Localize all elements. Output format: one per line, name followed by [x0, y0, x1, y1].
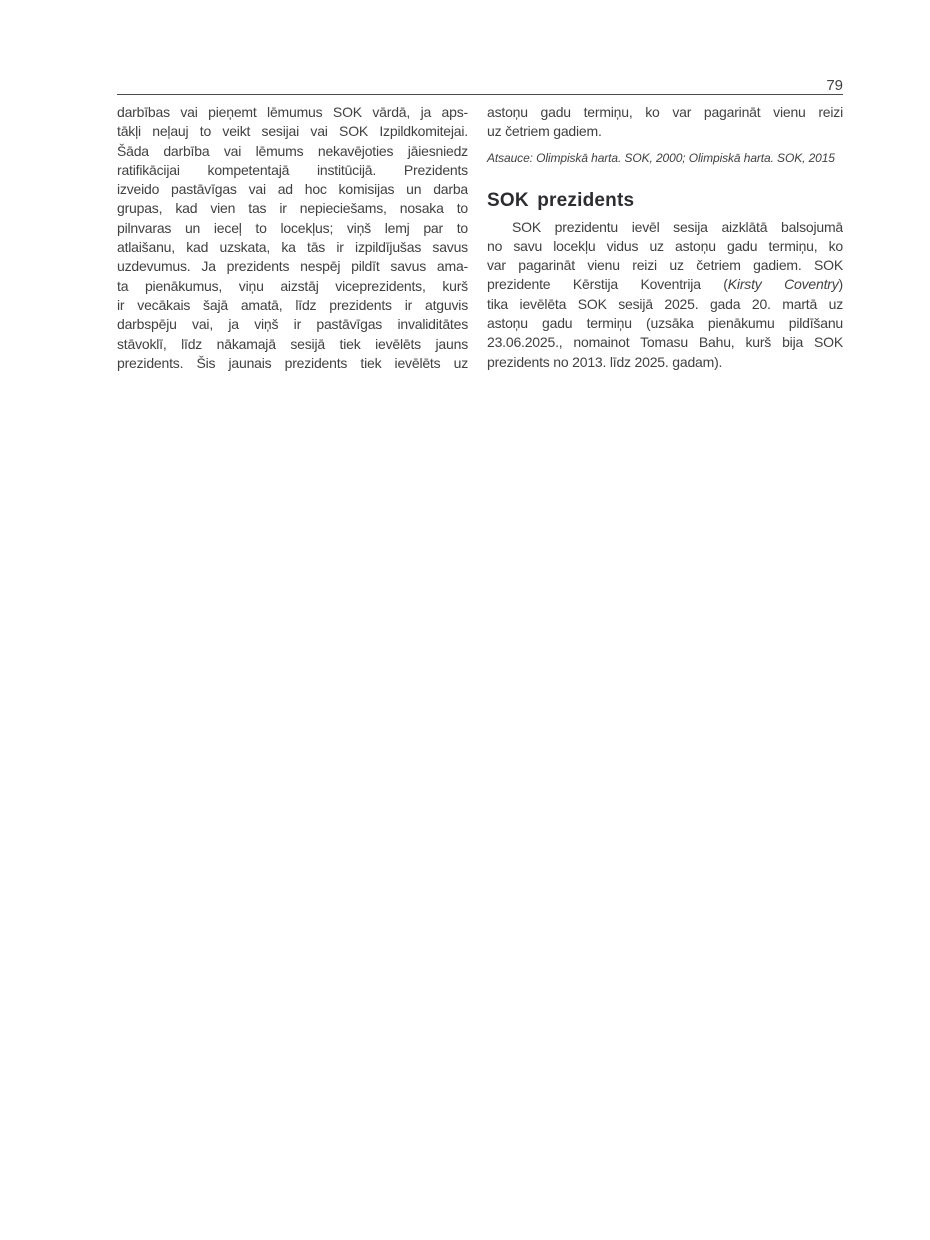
text-line: stāvoklī, līdz nākamajā sesijā tiek ievēlēts jauns [117, 335, 468, 352]
text-line: tika ievēlēta SOK sesijā 2025. gada 20. martā uz [487, 295, 843, 312]
text-line: pilnvaras un ieceļ to locekļus; viņš lemj par to [117, 219, 468, 236]
text-line: astoņu gadu termiņu (uzsāka pienākumu pildīšanu [487, 315, 843, 332]
paragraph [487, 218, 843, 372]
paragraph-continuation [487, 103, 843, 142]
source-citation: Atsauce: Olimpiskā harta. SOK, 2000; Olimpiskā harta. SOK, 2015 [487, 150, 835, 165]
text-line: no savu locekļu vidus uz astoņu gadu termiņu, ko [487, 237, 843, 254]
text-line: Šāda darbība vai lēmums nekavējoties jāiesniedz [117, 142, 468, 159]
text-line-mixed [487, 275, 843, 294]
text-line: astoņu gadu termiņu, ko var pagarināt vienu reizi [487, 104, 843, 120]
text-line: prezidents. Šis jaunais prezidents tiek ievēlēts uz [117, 354, 468, 371]
section-heading: SOK prezidents [487, 189, 635, 211]
page-number: 79 [826, 77, 843, 94]
text-segment-italic: Kirsty Coventry [727, 276, 839, 293]
text-line: tākļi neļauj to veikt sesijai vai SOK Izpildkomitejai. [117, 123, 468, 140]
text-line: atlaišanu, kad uzskata, ka tās ir izpildījušas savus [117, 239, 468, 256]
text-line: ir vecākais šajā amatā, līdz prezidents ir atguvis [117, 296, 468, 313]
text-line: 23.06.2025., nomainot Tomasu Bahu, kurš bija SOK [487, 334, 843, 351]
header-rule [117, 94, 843, 95]
text-line: var pagarināt vienu reizi uz četriem gadiem. SOK [487, 257, 843, 274]
text-line: darbības vai pieņemt lēmumus SOK vārdā, ja aps- [117, 104, 468, 120]
text-line: ratifikācijai kompetentajā institūcijā. Prezidents [117, 161, 468, 178]
left-column [117, 103, 468, 373]
text-line: grupas, kad vien tas ir nepieciešams, nosaka to [117, 200, 468, 217]
text-line: izveido pastāvīgas vai ad hoc komisijas un darba [117, 181, 468, 198]
text-line: prezidents no 2013. līdz 2025. gadam). [487, 353, 723, 370]
text-segment: prezidente Kērstija Koventrija ( [487, 276, 728, 293]
right-column [487, 103, 843, 372]
text-line: uzdevumus. Ja prezidents nespēj pildīt savus ama- [117, 258, 468, 275]
text-line: ta pienākumus, viņu aizstāj viceprezidents, kurš [117, 277, 468, 294]
text-line: SOK prezidentu ievēl sesija aizklātā balsojumā [512, 218, 843, 235]
text-line: uz četriem gadiem. [487, 123, 602, 140]
text-segment: ) [838, 276, 843, 293]
text-line: darbspēju vai, ja viņš ir pastāvīgas invaliditātes [117, 316, 468, 333]
